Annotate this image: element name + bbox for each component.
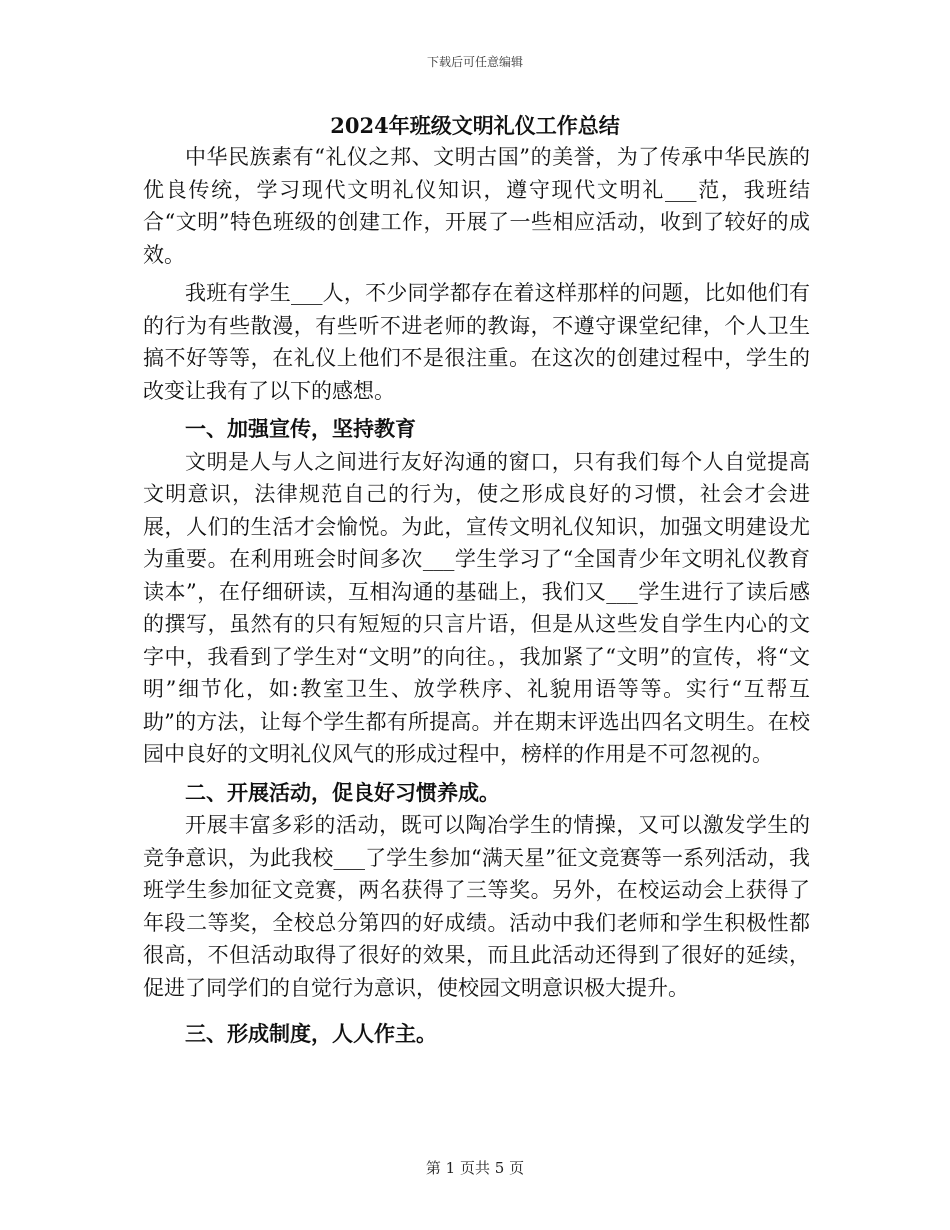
- section-body-2: 开展丰富多彩的活动，既可以陶冶学生的情操，又可以激发学生的竞争意识，为此我校___了学生参加“满天星”征文竞赛等一系列活动，我班学生参加征文竞赛，两名获得了三等奖。另外，在校运动会上获得了年段二等奖，全校总分第四的好成绩。活动中我们老师和学生积极性都很高，不但活动取得了很好的效果，而且此活动还得到了很好的延续，促进了同学们的自觉行为意识，使校园文明意识极大提升。: [143, 813, 810, 1000]
- header-note: 下载后可任意编辑: [426, 55, 523, 69]
- section-heading-1: 一、加强宣传，坚持教育: [185, 416, 416, 441]
- document-title: 2024年班级文明礼仪工作总结: [330, 113, 620, 138]
- section-body-1: 文明是人与人之间进行友好沟通的窗口，只有我们每个人自觉提高文明意识，法律规范自己的行为，使之形成良好的习惯，社会才会进展，人们的生活才会愉悦。为此，宣传文明礼仪知识，加强文明建设尤为重要。在利用班会时间多次___学生学习了“全国青少年文明礼仪教育读本”，在仔细研读，互相沟通的基础上，我们又___学生进行了读后感的撰写，虽然有的只有短短的只言片语，但是从这些发自学生内心的文字中，我看到了学生对“文明”的向往。，我加紧了“文明”的宣传，将“文明”细节化，如:教室卫生、放学秩序、礼貌用语等等。实行“互帮互助”的方法，让每个学生都有所提高。并在期末评选出四名文明生。在校园中良好的文明礼仪风气的形成过程中，榜样的作用是不可忽视的。: [143, 449, 810, 766]
- intro-paragraph: 中华民族素有“礼仪之邦、文明古国”的美誉，为了传承中华民族的优良传统，学习现代文明礼仪知识，遵守现代文明礼___范，我班结合“文明”特色班级的创建工作，开展了一些相应活动，收到了较好的成效。: [143, 145, 810, 267]
- section-heading-3: 三、形成制度，人人作主。: [185, 1021, 437, 1046]
- situation-paragraph: 我班有学生___人，不少同学都存在着这样那样的问题，比如他们有的行为有些散漫，有些听不进老师的教诲，不遵守课堂纪律，个人卫生搞不好等等，在礼仪上他们不是很注重。在这次的创建过程中，学生的改变让我有了以下的感想。: [143, 281, 810, 403]
- section-heading-2: 二、开展活动，促良好习惯养成。: [185, 779, 500, 805]
- page-number-footer: 第 1 页共 5 页: [425, 1159, 525, 1177]
- document-body: [143, 141, 810, 1051]
